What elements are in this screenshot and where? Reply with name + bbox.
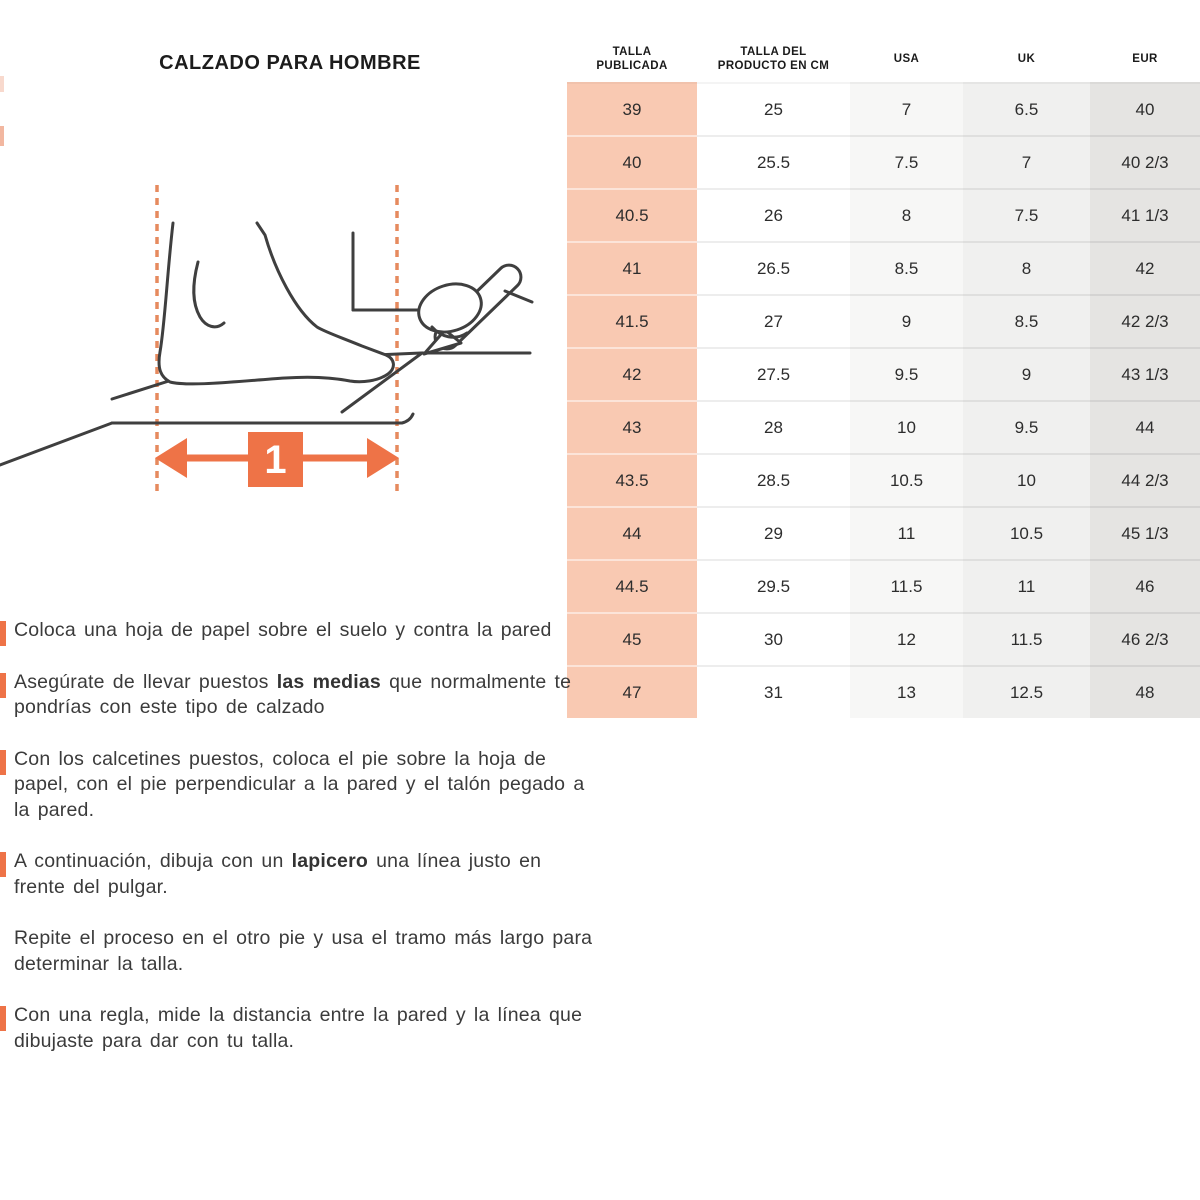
size-cell-uk: 7 (963, 135, 1090, 188)
size-cell-usa: 7 (850, 82, 963, 135)
instruction-text: Coloca una hoja de papel sobre el suelo y contra la pared (14, 619, 552, 641)
size-cell-usa: 11.5 (850, 559, 963, 612)
size-cell-uk: 9.5 (963, 400, 1090, 453)
size-cell-uk: 9 (963, 347, 1090, 400)
size-cell-talla_publicada: 40.5 (567, 188, 697, 241)
column-header-eur: EUR (1132, 52, 1158, 65)
size-table-row (567, 135, 1200, 188)
size-cell-talla_producto_cm: 26.5 (697, 241, 850, 294)
instruction-text: Repite el proceso en el otro pie y usa el tramo más largo para determinar la talla. (14, 927, 593, 975)
size-cell-talla_publicada: 45 (567, 612, 697, 665)
size-cell-uk: 11.5 (963, 612, 1090, 665)
instruction-text: una línea justo en frente del pulgar. (14, 850, 542, 898)
instruction-text-emphasis: lapicero (291, 850, 377, 872)
instruction-text: Con una regla, mide la distancia entre la pared y la línea que dibujaste para dar con tu talla. (14, 1004, 583, 1052)
size-cell-talla_publicada: 42 (567, 347, 697, 400)
size-table-header (567, 35, 1200, 82)
size-cell-talla_producto_cm: 26 (697, 188, 850, 241)
size-table-row (567, 400, 1200, 453)
size-cell-uk: 7.5 (963, 188, 1090, 241)
size-table-row (567, 241, 1200, 294)
bullet-marker (0, 852, 6, 877)
size-cell-eur: 40 2/3 (1090, 135, 1200, 188)
size-cell-talla_publicada: 40 (567, 135, 697, 188)
column-header-talla_publicada: TALLA PUBLICADA (596, 45, 668, 72)
size-cell-talla_producto_cm: 27 (697, 294, 850, 347)
size-cell-eur: 44 2/3 (1090, 453, 1200, 506)
size-cell-eur: 44 (1090, 400, 1200, 453)
size-cell-talla_producto_cm: 25.5 (697, 135, 850, 188)
instruction-item (0, 926, 600, 977)
edge-artifact-mark (0, 126, 4, 146)
size-cell-eur: 42 (1090, 241, 1200, 294)
size-cell-talla_producto_cm: 27.5 (697, 347, 850, 400)
size-cell-eur: 42 2/3 (1090, 294, 1200, 347)
size-table-row (567, 612, 1200, 665)
instruction-text: que normalmente te pondrías con este tipo de calzado (14, 670, 572, 718)
bullet-marker (0, 673, 6, 698)
size-cell-talla_producto_cm: 29.5 (697, 559, 850, 612)
size-cell-talla_producto_cm: 31 (697, 665, 850, 718)
size-cell-uk: 6.5 (963, 82, 1090, 135)
instruction-text: Asegúrate de llevar puestos (14, 670, 277, 693)
size-cell-usa: 8.5 (850, 241, 963, 294)
instruction-item (0, 1003, 600, 1054)
size-cell-talla_publicada: 41.5 (567, 294, 697, 347)
size-cell-usa: 11 (850, 506, 963, 559)
size-table-body (567, 82, 1200, 718)
size-cell-talla_publicada: 43 (567, 400, 697, 453)
column-header-usa: USA (893, 52, 920, 65)
size-cell-talla_producto_cm: 29 (697, 506, 850, 559)
size-cell-uk: 10.5 (963, 506, 1090, 559)
size-table-row (567, 559, 1200, 612)
size-table-row (567, 506, 1200, 559)
size-cell-usa: 9 (850, 294, 963, 347)
size-cell-talla_publicada: 47 (567, 665, 697, 718)
bullet-marker (0, 750, 6, 775)
size-cell-talla_publicada: 41 (567, 241, 697, 294)
instruction-item (0, 670, 600, 721)
size-table-row (567, 294, 1200, 347)
size-conversion-table (567, 35, 1200, 718)
size-cell-eur: 40 (1090, 82, 1200, 135)
size-cell-usa: 8 (850, 188, 963, 241)
size-cell-eur: 43 1/3 (1090, 347, 1200, 400)
size-cell-talla_publicada: 39 (567, 82, 697, 135)
foot-measurement-illustration (0, 175, 560, 505)
size-table-row (567, 347, 1200, 400)
size-cell-usa: 7.5 (850, 135, 963, 188)
column-header-talla_producto_cm: TALLA DEL PRODUCTO EN CM (717, 45, 830, 72)
edge-artifact-mark (0, 76, 4, 92)
page-title: CALZADO PARA HOMBRE (159, 52, 421, 74)
step-1-number: 1 (264, 438, 287, 482)
instruction-text: Con los calcetines puestos, coloca el pie sobre la hoja de papel, con el pie perpendicular a la pared y el talón pegado a la pared. (14, 747, 585, 821)
size-cell-eur: 41 1/3 (1090, 188, 1200, 241)
size-table-row (567, 665, 1200, 718)
size-cell-eur: 46 2/3 (1090, 612, 1200, 665)
column-header-uk: UK (1017, 52, 1036, 65)
size-cell-talla_producto_cm: 25 (697, 82, 850, 135)
size-cell-uk: 8.5 (963, 294, 1090, 347)
instruction-item (0, 747, 600, 824)
size-cell-usa: 10.5 (850, 453, 963, 506)
size-cell-talla_publicada: 44 (567, 506, 697, 559)
instruction-item (0, 618, 600, 644)
bullet-marker (0, 621, 6, 646)
size-cell-eur: 46 (1090, 559, 1200, 612)
hand-pen-illustration (412, 260, 532, 354)
foot-outline (159, 223, 393, 384)
size-cell-uk: 11 (963, 559, 1090, 612)
size-table-row (567, 453, 1200, 506)
size-cell-talla_producto_cm: 30 (697, 612, 850, 665)
size-cell-uk: 8 (963, 241, 1090, 294)
size-cell-talla_producto_cm: 28 (697, 400, 850, 453)
size-cell-talla_publicada: 43.5 (567, 453, 697, 506)
bullet-marker (0, 1006, 6, 1031)
size-cell-uk: 10 (963, 453, 1090, 506)
size-cell-eur: 45 1/3 (1090, 506, 1200, 559)
size-cell-usa: 9.5 (850, 347, 963, 400)
measure-arrow (155, 432, 399, 487)
size-cell-talla_producto_cm: 28.5 (697, 453, 850, 506)
size-cell-usa: 13 (850, 665, 963, 718)
instruction-text: A continuación, dibuja con un (14, 850, 292, 872)
size-table-row (567, 188, 1200, 241)
size-cell-talla_publicada: 44.5 (567, 559, 697, 612)
measuring-instructions (0, 618, 600, 1080)
size-cell-eur: 48 (1090, 665, 1200, 718)
instruction-item (0, 849, 600, 900)
size-cell-uk: 12.5 (963, 665, 1090, 718)
size-table-row (567, 82, 1200, 135)
instruction-text-emphasis: las medias (276, 670, 390, 693)
size-cell-usa: 10 (850, 400, 963, 453)
size-cell-usa: 12 (850, 612, 963, 665)
